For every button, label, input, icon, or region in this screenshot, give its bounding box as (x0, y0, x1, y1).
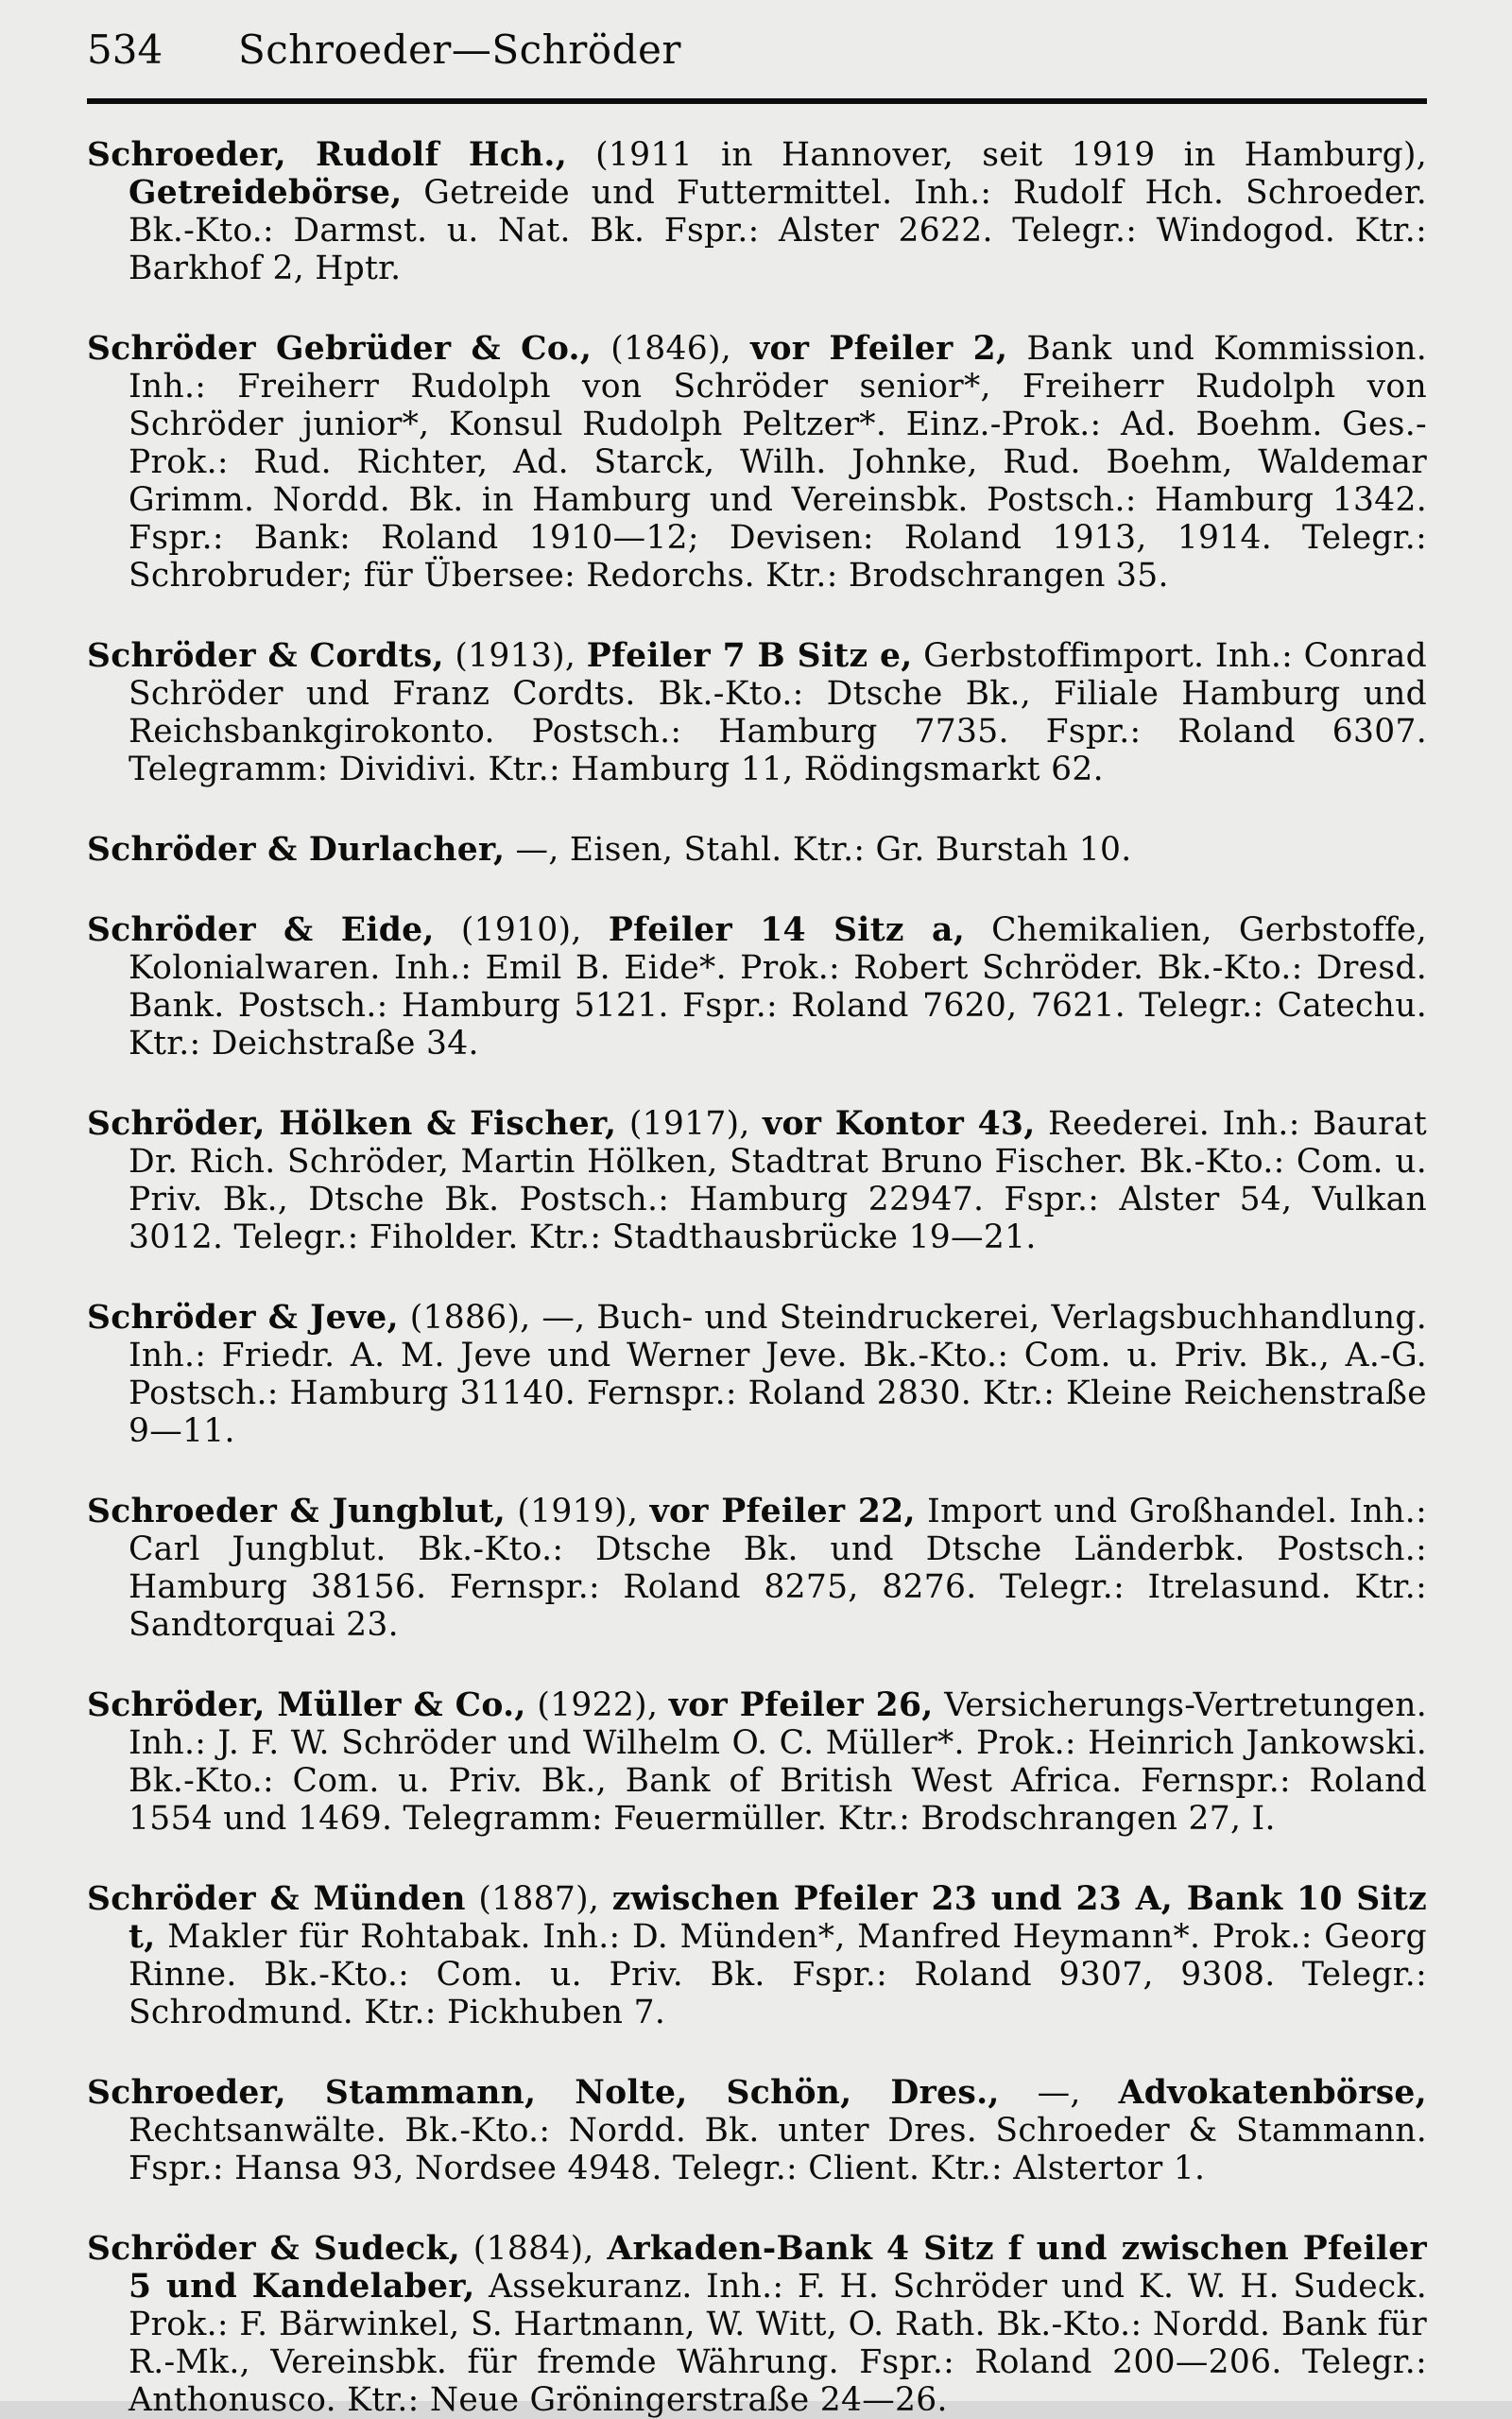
directory-entry (87, 2230, 1427, 2419)
entry-details: Reederei. Inh.: Baurat Dr. Rich. Schröder, Martin Hölken, Stadtrat Bruno Fischer. Bk.-Kto.: Com. u. Priv. Bk., Dtsche Bk. Postsch.: Hamburg 22947. Fspr.: Alster 54, Vulkan 3012. Telegr.: Fiholder. Ktr.: Stadthausbrücke 19—21. (129, 1105, 1427, 1256)
entry-location: Pfeiler 14 Sitz a, (608, 911, 966, 949)
entry-year: (1911 in Hannover, seit 1919 in Hamburg), (567, 136, 1427, 174)
directory-entry (87, 1686, 1427, 1838)
entry-year: (1886), —, (398, 1299, 597, 1337)
entry-name: Schroeder, Rudolf Hch., (87, 136, 568, 174)
entry-details: Versicherungs-Vertretungen. Inh.: J. F. W. Schröder und Wilhelm O. C. Müller*. Prok.: Heinrich Jankowski. Bk.-Kto.: Com. u. Priv. Bk., Bank of British West Africa. Fernspr.: Roland 1554 und 1469. Telegramm: Feuermüller. Ktr.: Brodschrangen 27, I. (129, 1686, 1427, 1838)
entry-year: (1887), (465, 1880, 612, 1918)
directory-entry (87, 637, 1427, 788)
entry-year: (1846), (592, 330, 751, 368)
entry-location: zwischen Pfeiler 23 und 23 A, Bank 10 Sitz t, (129, 1880, 1427, 1956)
entry-year: (1910), (434, 911, 609, 949)
entry-details: Gerbstoffimport. Inh.: Conrad Schröder und Franz Cordts. Bk.-Kto.: Dtsche Bk., Filiale Hamburg und Reichsbankgirokonto. Postsch.: Hamburg 7735. Fspr.: Roland 6307. Telegramm: Dividivi. Ktr.: Hamburg 11, Rödingsmarkt 62. (129, 637, 1427, 788)
entry-details: Import und Großhandel. Inh.: Carl Jungblut. Bk.-Kto.: Dtsche Bk. und Dtsche Länderbk. Postsch.: Hamburg 38156. Fernspr.: Roland 8275, 8276. Telegr.: Itrelasund. Ktr.: Sandtorquai 23. (129, 1493, 1427, 1644)
page-number: 534 (87, 26, 163, 73)
header-rule (87, 98, 1427, 104)
entry-year: (1884), (460, 2230, 608, 2268)
entry-year: —, (999, 2074, 1119, 2112)
entry-location: Arkaden-Bank 4 Sitz f und zwischen Pfeiler 5 und Kandelaber, (129, 2230, 1427, 2306)
directory-entry (87, 1299, 1427, 1450)
entry-name: Schröder, Müller & Co., (87, 1686, 526, 1724)
entry-name: Schroeder, Stammann, Nolte, Schön, Dres., (87, 2074, 1000, 2112)
entry-year: (1913), (443, 637, 587, 675)
entry-details: Rechtsanwälte. Bk.-Kto.: Nordd. Bk. unter Dres. Schroeder & Stammann. Fspr.: Hansa 93, Nordsee 4948. Telegr.: Client. Ktr.: Alstertor 1. (129, 2112, 1427, 2187)
directory-entry (87, 1105, 1427, 1256)
entry-name: Schröder & Cordts, (87, 637, 444, 675)
entry-year: —, (505, 831, 570, 869)
entry-location: vor Kontor 43, (763, 1105, 1036, 1143)
entry-details: Chemikalien, Gerbstoffe, Kolonialwaren. Inh.: Emil B. Eide*. Prok.: Robert Schröder. Bk.-Kto.: Dresd. Bank. Postsch.: Hamburg 5121. Fspr.: Roland 7620, 7621. Telegr.: Catechu. Ktr.: Deichstraße 34. (129, 911, 1427, 1063)
directory-entry (87, 330, 1427, 595)
page-header (87, 26, 1427, 79)
entry-details: Buch- und Steindruckerei, Verlagsbuchhandlung. Inh.: Friedr. A. M. Jeve und Werner Jeve. Bk.-Kto.: Com. u. Priv. Bk., A.-G. Postsch.: Hamburg 31140. Fernspr.: Roland 2830. Ktr.: Kleine Reichenstraße 9—11. (129, 1299, 1428, 1450)
directory-entry (87, 1880, 1427, 2031)
directory-entry (87, 136, 1427, 287)
entry-name: Schröder & Münden (87, 1880, 466, 1918)
entry-year: (1917), (616, 1105, 764, 1143)
entry-name: Schröder & Sudeck, (87, 2230, 461, 2268)
entry-details: Bank und Kommission. Inh.: Freiherr Rudolph von Schröder senior*, Freiherr Rudolph von Schröder junior*, Konsul Rudolph Peltzer*. Einz.-Prok.: Ad. Boehm. Ges.-Prok.: Rud. Richter, Ad. Starck, Wilh. Johnke, Rud. Boehm, Waldemar Grimm. Nordd. Bk. in Hamburg und Vereinsbk. Postsch.: Hamburg 1342. Fspr.: Bank: Roland 1910—12; Devisen: Roland 1913, 1914. Telegr.: Schrobruder; für Übersee: Redorchs. Ktr.: Brodschrangen 35. (129, 330, 1427, 595)
entry-name: Schroeder & Jungblut, (87, 1493, 507, 1530)
entry-location: vor Pfeiler 22, (649, 1493, 916, 1530)
entry-list (87, 136, 1427, 2419)
entry-location: vor Pfeiler 26, (668, 1686, 934, 1724)
entry-location: Pfeiler 7 B Sitz e, (586, 637, 913, 675)
directory-entry (87, 831, 1427, 869)
entry-name: Schröder, Hölken & Fischer, (87, 1105, 617, 1143)
directory-entry (87, 2074, 1427, 2187)
entry-name: Schröder & Eide, (87, 911, 435, 949)
entry-name: Schröder Gebrüder & Co., (87, 330, 593, 368)
directory-entry (87, 1493, 1427, 1644)
entry-details: Assekuranz. Inh.: F. H. Schröder und K. W. H. Sudeck. Prok.: F. Bärwinkel, S. Hartmann, W. Witt, O. Rath. Bk.-Kto.: Nordd. Bank für R.-Mk., Vereinsbk. für fremde Währung. Fspr.: Roland 200—206. Telegr.: Anthonusco. Ktr.: Neue Gröningerstraße 24—26. (129, 2268, 1428, 2419)
entry-year: (1919), (506, 1493, 650, 1530)
running-head: Schroeder—Schröder (238, 26, 681, 73)
entry-name: Schröder & Durlacher, (87, 831, 506, 869)
entry-location: Advokatenbörse, (1118, 2074, 1427, 2112)
entry-year: (1922), (525, 1686, 669, 1724)
entry-details: Makler für Rohtabak. Inh.: D. Münden*, Manfred Heymann*. Prok.: Georg Rinne. Bk.-Kto.: Com. u. Priv. Bk. Fspr.: Roland 9307, 9308. Telegr.: Schrodmund. Ktr.: Pickhuben 7. (129, 1918, 1427, 2031)
directory-entry (87, 911, 1427, 1063)
entry-details: Eisen, Stahl. Ktr.: Gr. Burstah 10. (569, 831, 1132, 869)
entry-location: Getreidebörse, (129, 174, 403, 212)
entry-name: Schröder & Jeve, (87, 1299, 399, 1337)
entry-location: vor Pfeiler 2, (750, 330, 1008, 368)
entry-details: Getreide und Futtermittel. Inh.: Rudolf Hch. Schroeder. Bk.-Kto.: Darmst. u. Nat. Bk. Fspr.: Alster 2622. Telegr.: Windogod. Ktr.: Barkhof 2, Hptr. (129, 174, 1427, 287)
